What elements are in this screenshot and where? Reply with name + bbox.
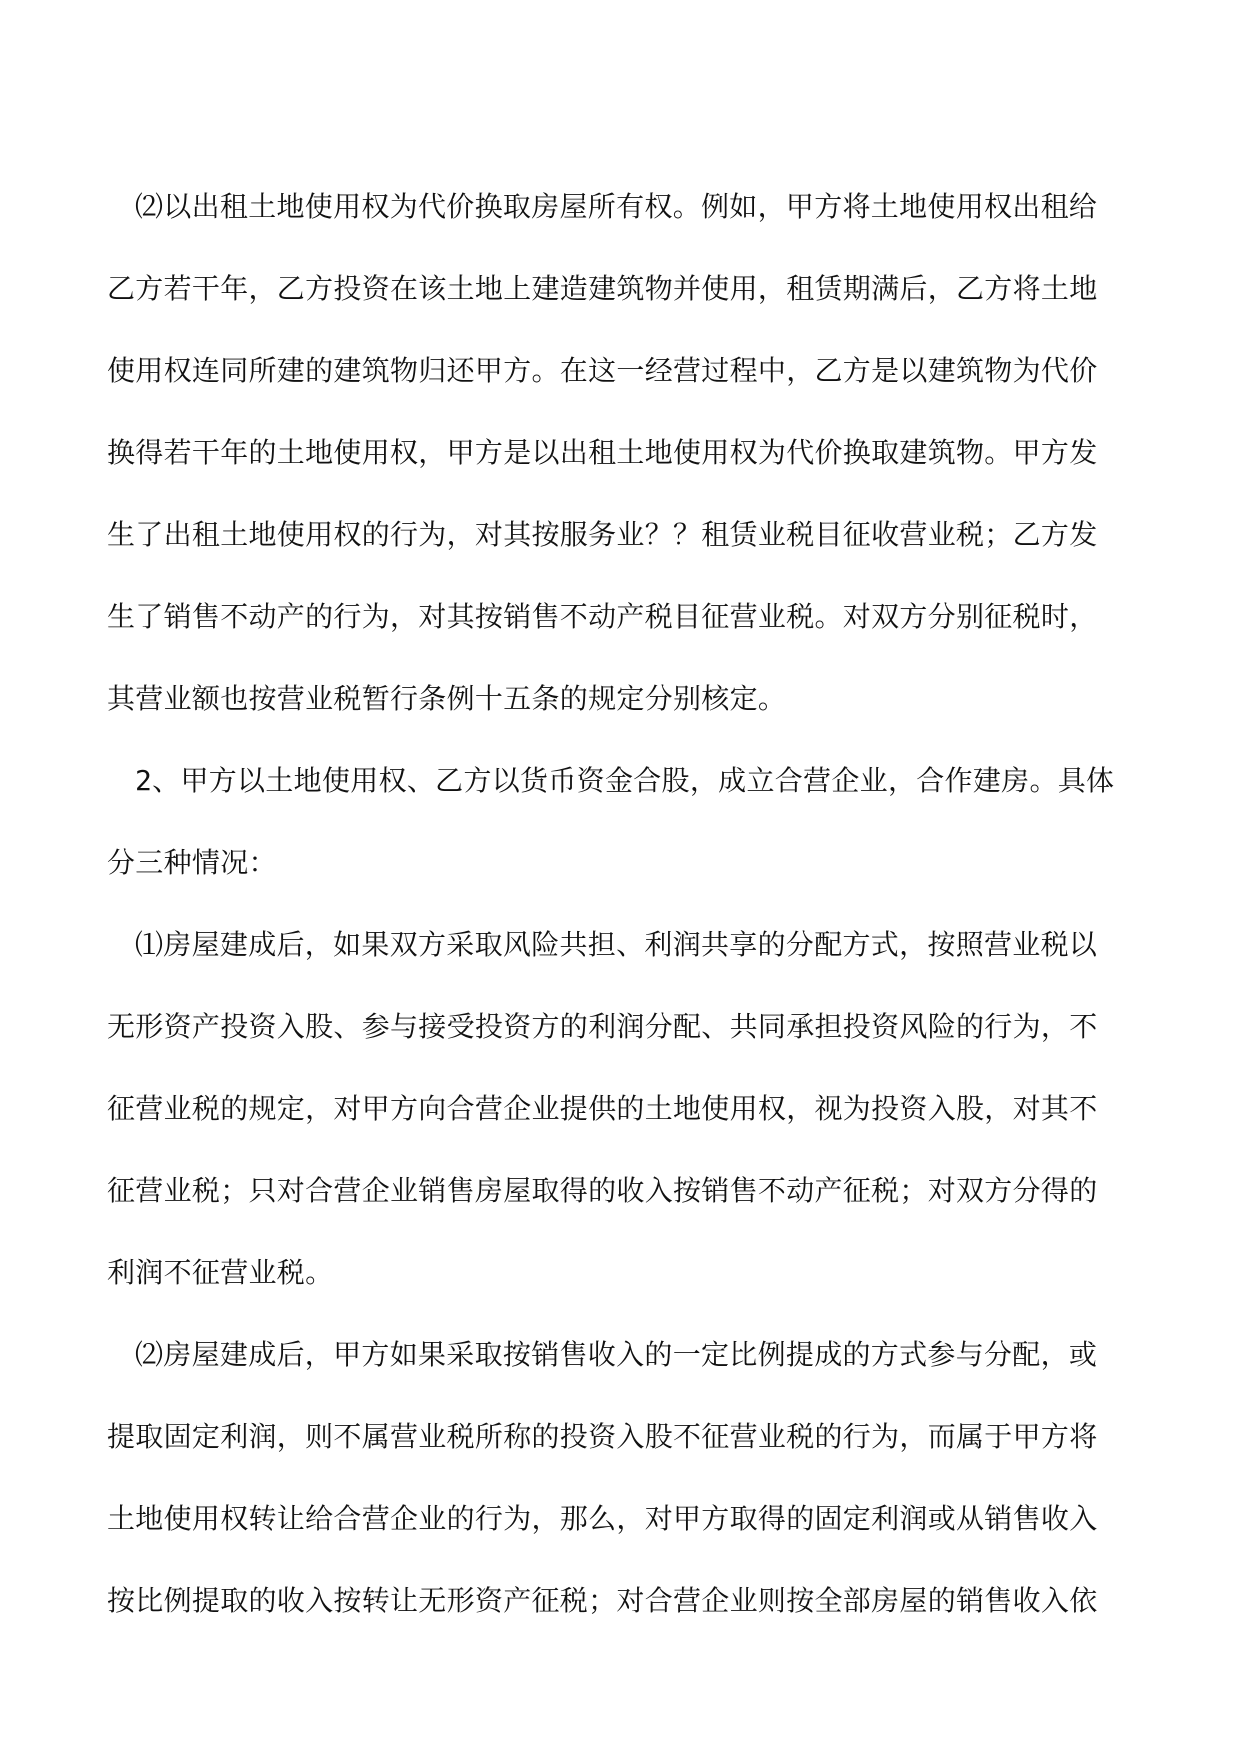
- paragraph-line: ⑴房屋建成后，如果双方采取风险共担、利润共享的分配方式，按照营业税以: [135, 928, 1098, 961]
- paragraph-line: 分三种情况：: [107, 846, 277, 879]
- paragraph-line: 提取固定利润，则不属营业税所称的投资入股不征营业税的行为，而属于甲方将: [107, 1420, 1098, 1453]
- paragraph-line: ⑵房屋建成后，甲方如果采取按销售收入的一定比例提成的方式参与分配，或: [135, 1338, 1098, 1371]
- paragraph-line: 乙方若干年，乙方投资在该土地上建造建筑物并使用，租赁期满后，乙方将土地: [107, 272, 1098, 305]
- paragraph-line: 按比例提取的收入按转让无形资产征税；对合营企业则按全部房屋的销售收入依: [107, 1584, 1098, 1617]
- paragraph-line: 2、甲方以土地使用权、乙方以货币资金合股，成立合营企业，合作建房。具体: [135, 764, 1115, 797]
- paragraph-line: 使用权连同所建的建筑物归还甲方。在这一经营过程中，乙方是以建筑物为代价: [107, 354, 1098, 387]
- paragraph-line: 利润不征营业税。: [107, 1256, 334, 1289]
- paragraph-line: 其营业额也按营业税暂行条例十五条的规定分别核定。: [107, 682, 787, 715]
- document-body: [107, 166, 1137, 1642]
- paragraph-line: 生了销售不动产的行为，对其按销售不动产税目征营业税。对双方分别征税时，: [107, 600, 1098, 633]
- paragraph-line: 征营业税；只对合营企业销售房屋取得的收入按销售不动产征税；对双方分得的: [107, 1174, 1098, 1207]
- paragraph-line: 无形资产投资入股、参与接受投资方的利润分配、共同承担投资风险的行为，不: [107, 1010, 1098, 1043]
- paragraph-line: 生了出租土地使用权的行为，对其按服务业？？租赁业税目征收营业税；乙方发: [107, 518, 1098, 551]
- paragraph-line: 换得若干年的土地使用权，甲方是以出租土地使用权为代价换取建筑物。甲方发: [107, 436, 1098, 469]
- paragraph-line: ⑵以出租土地使用权为代价换取房屋所有权。例如，甲方将土地使用权出租给: [135, 190, 1098, 223]
- paragraph-line: 土地使用权转让给合营企业的行为，那么，对甲方取得的固定利润或从销售收入: [107, 1502, 1098, 1535]
- paragraph-line: 征营业税的规定，对甲方向合营企业提供的土地使用权，视为投资入股，对其不: [107, 1092, 1098, 1125]
